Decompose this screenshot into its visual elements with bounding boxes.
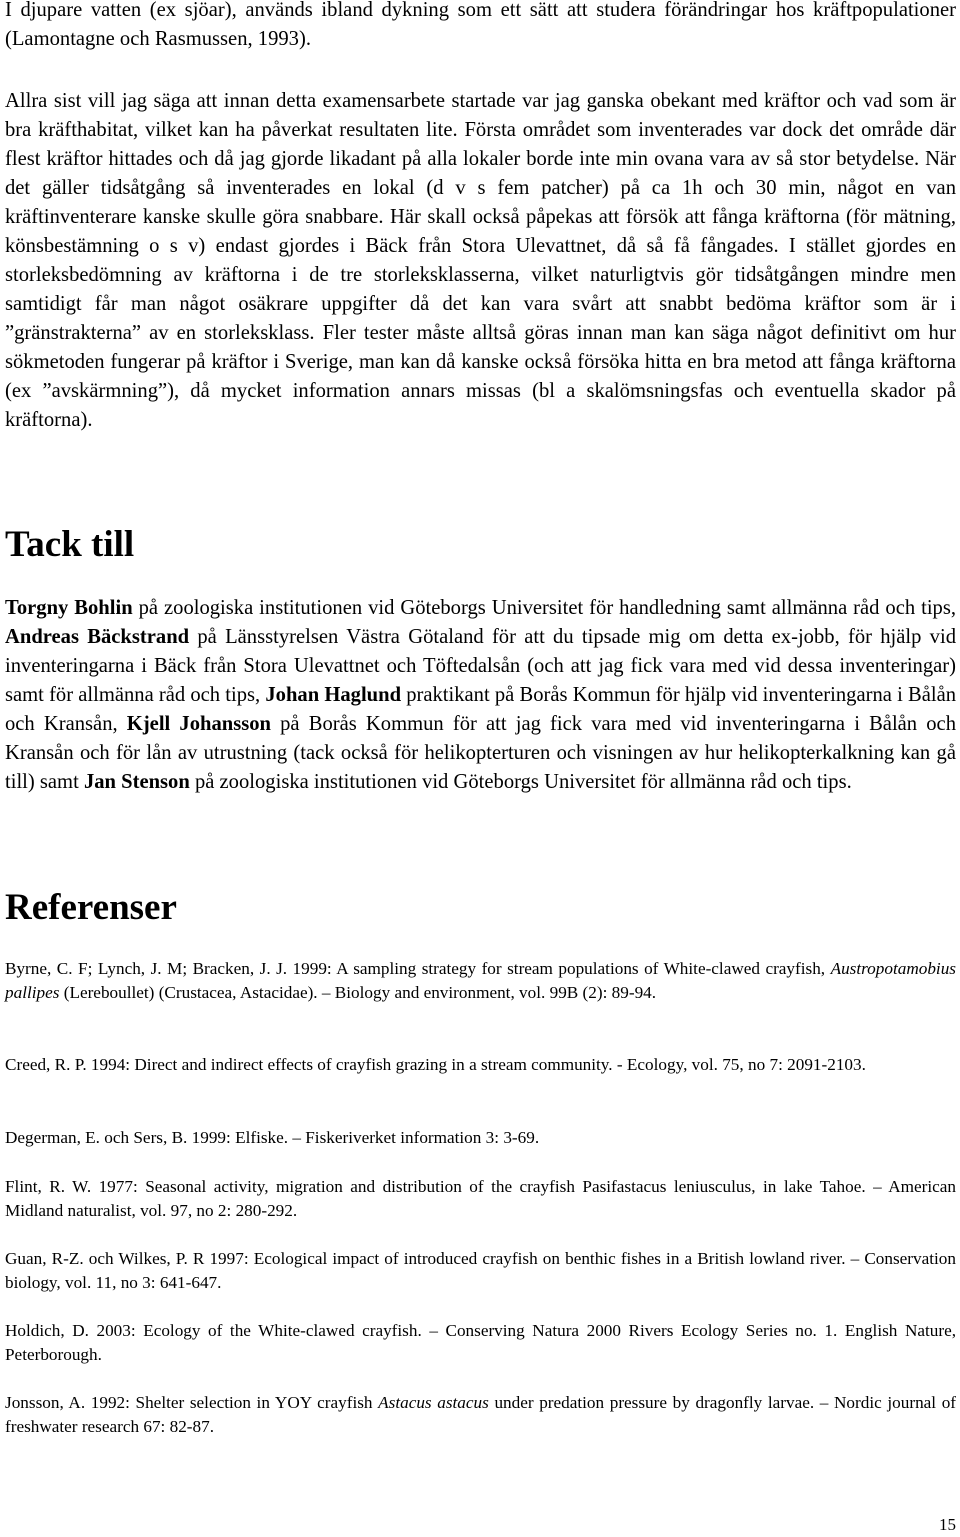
reference-text: Byrne, C. F; Lynch, J. M; Bracken, J. J. 1999: A sampling strategy for stream populations of White-clawed crayfish,: [5, 959, 831, 978]
ack-text: på Länsstyrelsen Västra Götaland för att du tipsade mig om detta ex-jobb, för hjälp vid inventeringarna i Bäck från Stora Ulevattnet och Töftedalsån (och att jag fick vara med vid dessa inventeringar) samt för allmänna råd och tips,: [5, 626, 956, 706]
reference-text: Holdich, D. 2003: Ecology of the White-clawed crayfish. – Conserving Natura 2000 Rivers Ecology Series no. 1. English Nature, Peterborough.: [5, 1321, 956, 1364]
reference-entry: [5, 957, 956, 1005]
ack-text: på zoologiska institutionen vid Göteborgs Universitet för allmänna råd och tips.: [189, 771, 852, 793]
ack-name: Andreas Bäckstrand: [5, 626, 190, 648]
reference-text: Creed, R. P. 1994: Direct and indirect effects of crayfish grazing in a stream community. - Ecology, vol. 75, no 7: 2091-2103.: [5, 1055, 866, 1074]
reference-text: Guan, R-Z. och Wilkes, P. R 1997: Ecological impact of introduced crayfish on benthic fishes in a British lowland river. – Conservation biology, vol. 11, no 3: 641-647.: [5, 1249, 956, 1292]
species-name: Austropotamobius pallipes: [5, 959, 956, 1002]
reference-entry: [5, 1126, 539, 1150]
reference-text: Flint, R. W. 1977: Seasonal activity, migration and distribution of the crayfish Pasifastacus leniusculus, in lake Tahoe. – American Midland naturalist, vol. 97, no 2: 280-292.: [5, 1177, 956, 1220]
references-heading: Referenser: [5, 887, 177, 928]
acknowledgements-paragraph: [5, 594, 956, 797]
ack-name: Johan Haglund: [265, 684, 402, 706]
reference-entry: [5, 1247, 956, 1295]
reference-text: (Lereboullet) (Crustacea, Astacidae). – Biology and environment, vol. 99B (2): 89-94.: [59, 983, 657, 1002]
ack-name: Kjell Johansson: [126, 713, 271, 735]
reference-entry: [5, 1319, 956, 1367]
reference-entry: [5, 1175, 956, 1223]
reference-entry: [5, 1391, 956, 1439]
species-name: Astacus astacus: [378, 1393, 489, 1412]
page-number: 15: [939, 1515, 956, 1534]
intro-paragraph-1: I djupare vatten (ex sjöar), används ibland dykning som ett sätt att studera förändringar hos kräftpopulationer (Lamontagne och Rasmussen, 1993).: [5, 0, 956, 50]
reference-entry: [5, 1053, 866, 1077]
ack-name: Jan Stenson: [83, 771, 190, 793]
reference-text: Degerman, E. och Sers, B. 1999: Elfiske. – Fiskeriverket information 3: 3-69.: [5, 1128, 540, 1147]
ack-text: praktikant på Borås Kommun för hjälp vid inventeringarna i Bålån och Kransån,: [5, 684, 957, 735]
ack-name: Torgny Bohlin: [5, 597, 133, 619]
reference-text: Jonsson, A. 1992: Shelter selection in YOY crayfish: [5, 1393, 379, 1412]
acknowledgements-heading: Tack till: [5, 524, 135, 565]
ack-text: på Borås Kommun för att jag fick vara med vid inventeringarna i Bålån och Kransån och för lån av utrustning (tack också för helikopterturen och visningen av hur helikopterkalkning kan gå till) samt: [5, 713, 956, 793]
reference-text: under predation pressure by dragonfly larvae. – Nordic journal of freshwater research 67: 82-87.: [5, 1393, 957, 1436]
ack-text: på zoologiska institutionen vid Göteborgs Universitet för handledning samt allmänna råd och tips,: [132, 597, 956, 619]
intro-paragraph-2: Allra sist vill jag säga att innan detta examensarbete startade var jag ganska obekant med kräftor och vad som är bra kräfthabitat, vilket kan ha påverkat resultaten lite. Första området som inventerades var dock det område där flest kräftor hittades och då jag gjorde likadant på alla lokaler borde inte min ovana vara av så stor betydelse. När det gäller tidsåtgång så inventerades en lokal (d v s fem patcher) på ca 1h och 30 min, något en van kräftinventerare kanske skulle göra snabbare. Här skall också påpekas att försök att fånga kräftorna (för mätning, könsbestämning o s v) endast gjordes i Bäck från Stora Ulevattnet, då så få fångades. I stället gjordes en storleksbedömning av kräftorna i de tre storleksklasserna, vilket naturligtvis gör tidsåtgången mindre men samtidigt får man något osäkrare uppgifter då det kan vara svårt att snabbt bedöma kräftor som är i ”gränstrakterna” av en storleksklass. Fler tester måste alltså göras innan man kan säga något definitivt om hur sökmetoden fungerar på kräftor i Sverige, man kan då kanske också försöka hitta en bra metod att fånga kräftorna (ex ”avskärmning”), då mycket information annars missas (bl a skalömsningsfas och eventuella skador på kräftorna).: [5, 90, 956, 431]
